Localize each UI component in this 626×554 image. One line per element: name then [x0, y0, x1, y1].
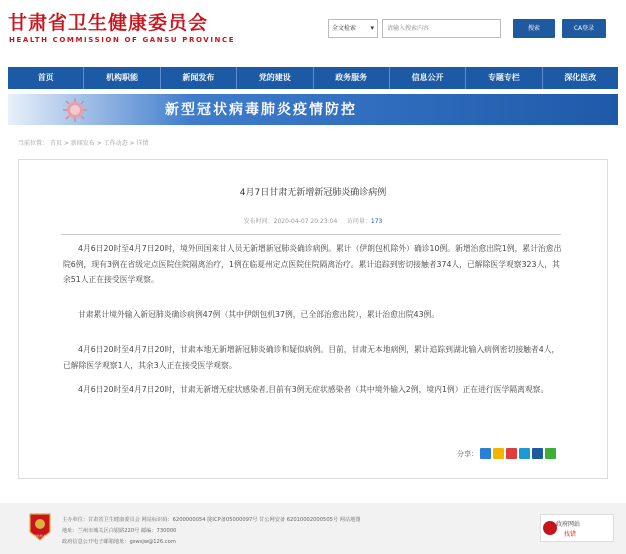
- nav-item-disclosure[interactable]: 信息公开: [390, 67, 466, 89]
- search-button[interactable]: 搜索: [513, 19, 555, 38]
- virus-icon: [58, 96, 92, 123]
- nav-item-topics[interactable]: 专题专栏: [466, 67, 542, 89]
- party-gov-emblem-icon[interactable]: [28, 512, 52, 542]
- renren-icon[interactable]: [532, 448, 543, 459]
- nav-item-news[interactable]: 新闻发布: [161, 67, 237, 89]
- qzone-icon[interactable]: [493, 448, 504, 459]
- footer-line-address: 地址：兰州市城关区白银路220号 邮编：730000: [62, 528, 177, 534]
- search-scope-label: 全文检索: [332, 25, 357, 32]
- site-header: [0, 0, 626, 62]
- views-label: 访问量：: [346, 218, 371, 225]
- chevron-down-icon: ▾: [370, 24, 374, 32]
- search-scope-select[interactable]: [328, 19, 378, 38]
- article-panel: [18, 159, 608, 479]
- ca-login-button[interactable]: CA登录: [562, 19, 606, 38]
- banner-title: 新型冠状病毒肺炎疫情防控: [165, 102, 357, 118]
- nav-item-reform[interactable]: 深化医改: [564, 73, 597, 82]
- views-count: 173: [370, 218, 383, 225]
- article-meta: [19, 216, 607, 225]
- nav-item-home[interactable]: 首页: [8, 67, 84, 89]
- nav-item-services[interactable]: 政务服务: [314, 67, 390, 89]
- nav-item-party[interactable]: 党的建设: [237, 67, 313, 89]
- site-footer: [0, 503, 626, 554]
- emblem-text: 党政机关: [33, 534, 47, 538]
- article-paragraph: 甘肃累计境外输入新冠肺炎确诊病例47例（其中伊朗包机37例，已全部治愈出院），累计治愈出院43例。: [78, 310, 440, 319]
- published-label: 发布时间：: [243, 218, 274, 225]
- nav-item-functions[interactable]: 机构职能: [84, 67, 160, 89]
- gov-badge-text: 政府网站: [556, 521, 581, 528]
- search-input[interactable]: 请输入搜索内容: [382, 19, 501, 38]
- title-divider: [61, 234, 561, 235]
- footer-line-email: 政府信息公开电子邮箱地址：gswsjw@126.com: [62, 539, 176, 545]
- article-paragraph: 4月6日20时至4月7日20时，甘肃本地无新增新冠肺炎确诊和疑似病例。目前，甘肃无本地病例，累计追踪到湖北输入病例密切接触者4人，已解除医学观察1人，其余3人正在接受医学观察。: [63, 345, 560, 370]
- share-label: 分享：: [457, 449, 478, 458]
- wechat-icon[interactable]: [545, 448, 556, 459]
- footer-line-sponsor: 主办单位：甘肃省卫生健康委员会 网站标识码：6200000054 陇ICP备05000097号 甘公网安备 62010002000505号 网站地图: [62, 517, 361, 523]
- main-nav: [8, 67, 618, 89]
- tencent-weibo-icon[interactable]: [519, 448, 530, 459]
- share-plus-icon[interactable]: [480, 448, 491, 459]
- site-logo-subtitle: HEALTH COMMISSION OF GANSU PROVINCE: [9, 36, 236, 44]
- article-paragraph: 4月6日20时至4月7日20时，甘肃无新增无症状感染者,目前有3例无症状感染者（其中境外输入2例，境内1例）正在进行医学隔离观察。: [78, 385, 549, 394]
- published-time: 2020-04-07 20:23:04: [273, 218, 338, 225]
- share-bar: [457, 448, 556, 459]
- article-title: 4月7日甘肃无新增新冠肺炎确诊病例: [239, 188, 387, 198]
- site-logo-title[interactable]: 甘肃省卫生健康委员会: [8, 12, 209, 34]
- covid-banner[interactable]: [8, 94, 618, 125]
- weibo-icon[interactable]: [506, 448, 517, 459]
- article-paragraph: 4月6日20时至4月7日20时，境外回国来甘人员无新增新冠肺炎确诊病例。累计（伊朗包机除外）确诊10例。新增治愈出院1例，累计治愈出院6例，现有3例在省级定点医院住院隔离治疗，1例在临夏州定点医院住院隔离治疗。累计追踪到密切接触者374人，已解除医学观察323人，其余51人正在接受医学观察。: [63, 244, 562, 284]
- gov-badge-sub: 找错: [564, 531, 577, 538]
- breadcrumb[interactable]: 当前位置： 首页 > 新闻发布 > 工作动态 > 详情: [18, 140, 149, 147]
